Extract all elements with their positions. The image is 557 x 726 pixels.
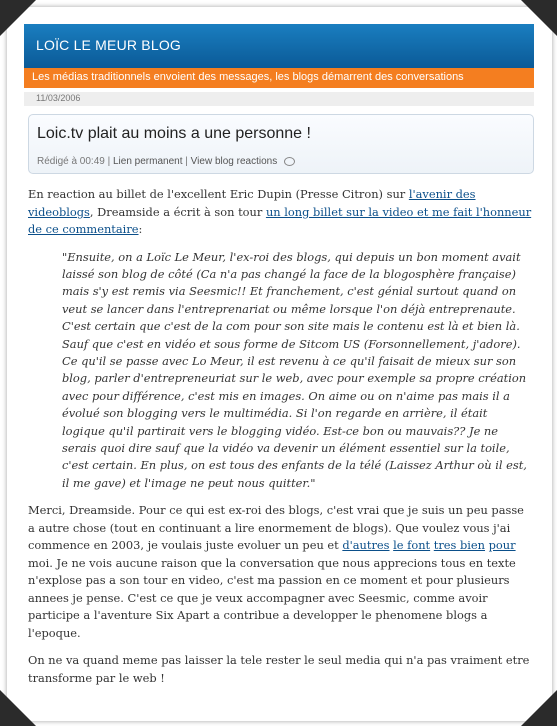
post-body xyxy=(28,186,532,687)
very-well-link[interactable]: tres bien xyxy=(433,538,486,553)
for-link[interactable]: pour xyxy=(488,538,516,553)
blockquote: "Ensuite, on a Loïc Le Meur, l'ex-roi des blogs, qui depuis un bon moment avait laissé son blog de côté (Ca n'a pas changé la face de la blogosphère française) mais s'y est remis via Seesmic!! Et franchement, c'est génial surtout quand on veut se lancer dans l'entreprenariat ou même lorsque l'on déjà entreprenaute. C'est certain que c'est de la com pour son site mais le contenu est là et bien là. Sauf que c'est en vidéo et sous forme de Sitcom US (Forsonnellement, j'adore). Ce qu'il se passe avec Lo Meur, il est revenu à ce qu'il faisait de mieux sur son blog, parler d'entrepreneuriat sur le web, avec pour exemple sa propre création avec pour différence, c'est mis en images. On aime ou on n'aime pas mais il a évolué son blogging vers le multimédia. Si l'on regarde en arrière, il était logique qu'il partirait vers le blogging vidéo. Est-ce bon ou mauvais?? Je ne serais quoi dire sauf que la vidéo va devenir un élément essentiel sur la toile, c'est certain. En plus, on est tous des enfants de la télé (Laissez Arthur où il est, il me gave) et l'image ne peut nous quitter." xyxy=(62,249,527,490)
blog-header xyxy=(24,24,534,68)
do-it-link[interactable]: le font xyxy=(393,538,431,553)
p2-text-b: moi. Je ne vois aucune raison que la conversation que nous apprecions tous en texte n'explose pas a son tour en video, c'est ma passion en ce moment et pour plusieurs annees je pense. C'est ce que je veux accompagner avec Seesmic, comme avoir participe a l'aventure Six Apart a contribue a developper le phenomene blogs a l'epoque. xyxy=(28,555,516,640)
post-title-box xyxy=(28,114,534,174)
post-date-bar xyxy=(24,92,534,106)
post-meta-prefix: Rédigé à 00:49 | xyxy=(37,156,111,167)
post-date: 11/03/2006 xyxy=(36,93,81,103)
blog-tagline-bar xyxy=(24,68,534,88)
permalink-link[interactable]: Lien permanent xyxy=(113,156,183,167)
paragraph-gap xyxy=(28,642,532,652)
dreamside-post-link[interactable]: un long billet sur la video et me fait l'honneur de ce commentaire xyxy=(28,204,532,236)
p1-text-c: : xyxy=(138,222,143,236)
p1-text-a: En reaction au billet de l'excellent Eric Dupin (Presse Citron) sur xyxy=(28,187,409,201)
others-link[interactable]: d'autres xyxy=(342,538,390,553)
blog-tagline: Les médias traditionnels envoient des messages, les blogs démarrent des conversations xyxy=(32,71,464,83)
paragraph-3: On ne va quand meme pas laisser la tele rester le seul media qui n'a pas vraiment etre transforme par le web ! xyxy=(28,653,530,685)
paragraph-1 xyxy=(28,186,532,239)
blog-title-link[interactable]: LOÏC LE MEUR BLOG xyxy=(36,37,181,53)
post-meta xyxy=(37,156,295,167)
post-title: Loic.tv plait au moins a une personne ! xyxy=(37,125,311,142)
videoblogs-link[interactable]: l'avenir des videoblogs xyxy=(28,187,476,219)
blog-reactions-link[interactable]: View blog reactions xyxy=(190,156,278,167)
p2-text-a: Merci, Dreamside. Pour ce qui est ex-roi des blogs, c'est vrai que je suis un peu passe a autre chose (tout en continuant a lire enormement de blogs). Que voulez vous j'ai commence en 2003, je voulais juste evoluer un peu et xyxy=(28,503,524,553)
post-meta-separator: | xyxy=(185,156,188,167)
paragraph-2 xyxy=(28,502,532,642)
comment-icon xyxy=(284,157,295,166)
p1-text-b: , Dreamside a écrit à son tour xyxy=(89,204,266,219)
